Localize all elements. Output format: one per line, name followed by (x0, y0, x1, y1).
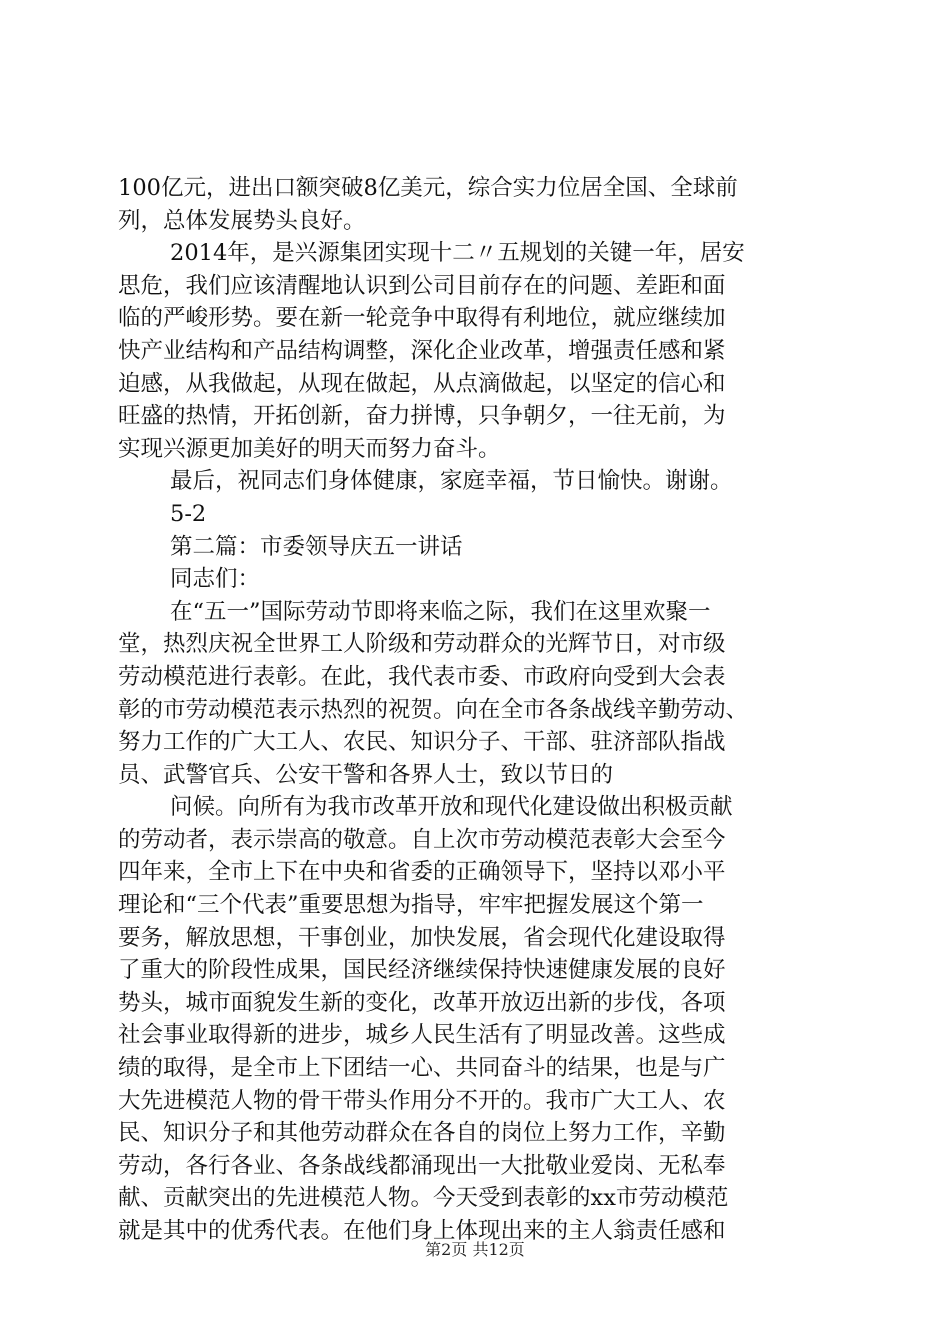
text-line: 势头，城市面貌发生新的变化，改革开放迈出新的步伐，各项 (118, 989, 726, 1016)
text-line: 问候。向所有为我市改革开放和现代化建设做出积极贡献 (170, 794, 733, 821)
text-line: 劳动模范进行表彰。在此，我代表市委、市政府向受到大会表 (118, 663, 726, 690)
text-line: 在“五一”国际劳动节即将来临之际，我们在这里欢聚一 (170, 598, 711, 625)
text-line: 了重大的阶段性成果，国民经济继续保持快速健康发展的良好 (118, 957, 726, 984)
text-line: 献、贡献突出的先进模范人物。今天受到表彰的xx市劳动模范 (118, 1185, 729, 1212)
text-line: 列，总体发展势头良好。 (118, 207, 366, 234)
text-line: 四年来，全市上下在中央和省委的正确领导下，坚持以邓小平 (118, 859, 726, 886)
text-line: 最后，祝同志们身体健康，家庭幸福，节日愉快。谢谢。 (170, 468, 733, 495)
text-line: 要务，解放思想，干事创业，加快发展，省会现代化建设取得 (118, 924, 726, 951)
text-line: 员、武警官兵、公安干警和各界人士，致以节日的 (118, 761, 614, 788)
text-line: 就是其中的优秀代表。在他们身上体现出来的主人翁责任感和 (118, 1218, 726, 1244)
text-line: 2014年，是兴源集团实现十二〃五规划的关键一年，居安 (170, 240, 745, 267)
text-line: 实现兴源更加美好的明天而努力奋斗。 (118, 435, 501, 462)
text-line: 彰的市劳动模范表示热烈的祝贺。向在全市各条战线辛勤劳动、 (118, 696, 749, 723)
text-line: 绩的取得，是全市上下团结一心、共同奋斗的结果，也是与广 (118, 1055, 726, 1082)
text-line: 社会事业取得新的进步，城乡人民生活有了明显改善。这些成 (118, 1022, 726, 1049)
text-line: 快产业结构和产品结构调整，深化企业改革，增强责任感和紧 (118, 337, 726, 364)
text-line: 民、知识分子和其他劳动群众在各自的岗位上努力工作，辛勤 (118, 1120, 726, 1147)
text-line: 的劳动者，表示崇高的敬意。自上次市劳动模范表彰大会至今 (118, 826, 726, 853)
document-body (118, 172, 838, 1248)
text-line: 第二篇：市委领导庆五一讲话 (170, 533, 463, 560)
text-line: 100亿元，进出口额突破8亿美元，综合实力位居全国、全球前 (118, 175, 738, 201)
text-line: 5-2 (170, 500, 207, 527)
text-line: 努力工作的广大工人、农民、知识分子、干部、驻济部队指战 (118, 729, 726, 756)
text-line: 临的严峻形势。要在新一轮竞争中取得有利地位，就应继续加 (118, 305, 726, 332)
text-line: 同志们： (170, 566, 261, 593)
text-line: 旺盛的热情，开拓创新，奋力拼博，只争朝夕，一往无前，为 (118, 403, 726, 430)
text-line: 思危，我们应该清醒地认识到公司目前存在的问题、差距和面 (118, 272, 726, 299)
text-line: 大先进模范人物的骨干带头作用分不开的。我市广大工人、农 (118, 1087, 726, 1114)
text-line: 劳动，各行各业、各条战线都涌现出一大批敬业爱岗、无私奉 (118, 1152, 726, 1179)
text-line: 理论和“三个代表”重要思想为指导，牢牢把握发展这个第一 (118, 892, 704, 919)
text-line: 堂，热烈庆祝全世界工人阶级和劳动群众的光辉节日，对市级 (118, 631, 726, 658)
text-line: 迫感，从我做起，从现在做起，从点滴做起，以坚定的信心和 (118, 370, 726, 397)
page-footer: 第2页 共12页 (425, 1240, 525, 1259)
